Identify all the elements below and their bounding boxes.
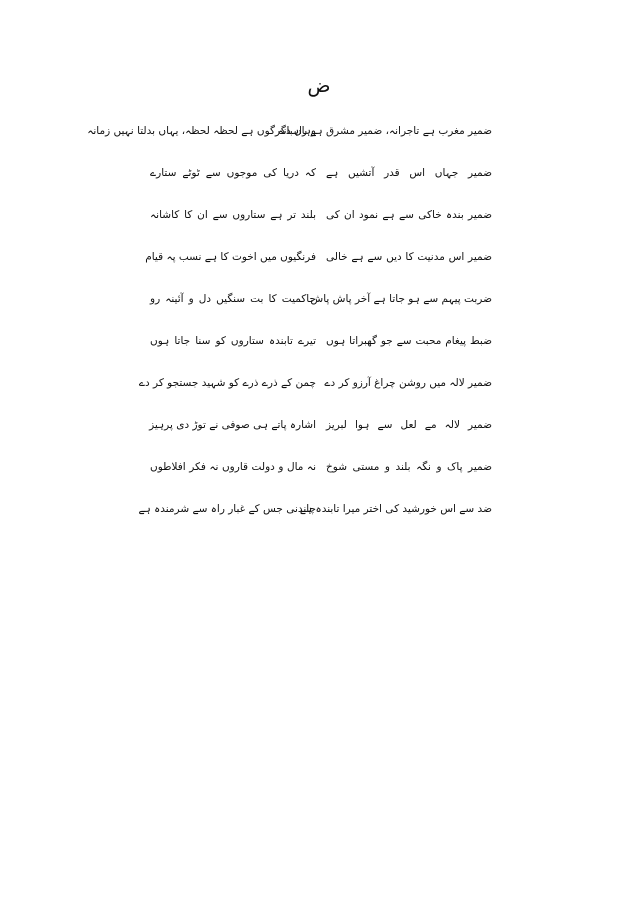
couplet-second-line: حاکمیت کا بت سنگیں دل و آئینہ رو bbox=[150, 293, 316, 305]
couplet bbox=[145, 246, 492, 288]
page-heading: ض bbox=[307, 75, 331, 97]
couplet-second-line: چمن کے ذرے ذرے کو شہید جستجو کر دے bbox=[138, 377, 316, 389]
couplet bbox=[150, 414, 492, 456]
couplet-first-line: ضمیر جہاں اس قدر آتشیں ہے bbox=[326, 167, 492, 179]
couplet-first-line: ضمیر بندہ خاکی سے ہے نمود ان کی bbox=[326, 209, 492, 221]
couplet bbox=[150, 456, 492, 498]
couplet-second-line: بلند تر ہے ستاروں سے ان کا کاشانہ bbox=[150, 209, 316, 221]
couplet-first-line: ضمیر پاک و نگہ بلند و مستی شوخ bbox=[326, 461, 492, 473]
couplet bbox=[138, 498, 492, 540]
couplet-first-line: ضمیر اس مدنیت کا دیں سے ہے خالی bbox=[326, 251, 492, 263]
couplet-second-line: فرنگیوں میں اخوت کا ہے نسب پہ قیام bbox=[145, 251, 316, 263]
couplet-second-line: نہ مال و دولت قاروں نہ فکر افلاطوں bbox=[150, 461, 316, 473]
couplet-second-line: وہاں دگرگوں ہے لحظہ لحظہ، یہاں بدلتا نہیں زمانہ bbox=[87, 125, 316, 137]
couplet bbox=[150, 162, 492, 204]
couplet-second-line: چاندنی جس کے غبار راہ سے شرمندہ ہے bbox=[138, 503, 316, 515]
verse-list bbox=[87, 120, 492, 540]
couplet bbox=[150, 288, 492, 330]
couplet-first-line: ضمیر مغرب ہے تاجرانہ، ضمیر مشرق ہے راہبانہ bbox=[277, 125, 492, 137]
couplet-first-line: ضربت پیہم سے ہو جاتا ہے آخر پاش پاش bbox=[310, 293, 492, 305]
couplet bbox=[150, 330, 492, 372]
couplet-second-line: اشارہ پاتے ہی صوفی نے توڑ دی پرہیز bbox=[149, 419, 316, 431]
couplet-second-line: تیرے تابندہ ستاروں کو سنا جاتا ہوں bbox=[150, 335, 316, 347]
couplet-first-line: ضمیر لالہ میں روشن چراغ آرزو کر دے bbox=[324, 377, 492, 389]
couplet-first-line: ضمیر لالہ مے لعل سے ہوا لبریز bbox=[326, 419, 492, 431]
couplet bbox=[138, 372, 492, 414]
couplet bbox=[150, 204, 492, 246]
couplet-first-line: ضبط پیغام محبت سے جو گھبراتا ہوں bbox=[326, 335, 492, 347]
couplet-second-line: کہ دریا کی موجوں سے ٹوٹے ستارے bbox=[150, 167, 316, 179]
couplet bbox=[87, 120, 492, 162]
couplet-first-line: ضد سے اس خورشید کی اختر میرا تابندہ ہے bbox=[299, 503, 492, 515]
